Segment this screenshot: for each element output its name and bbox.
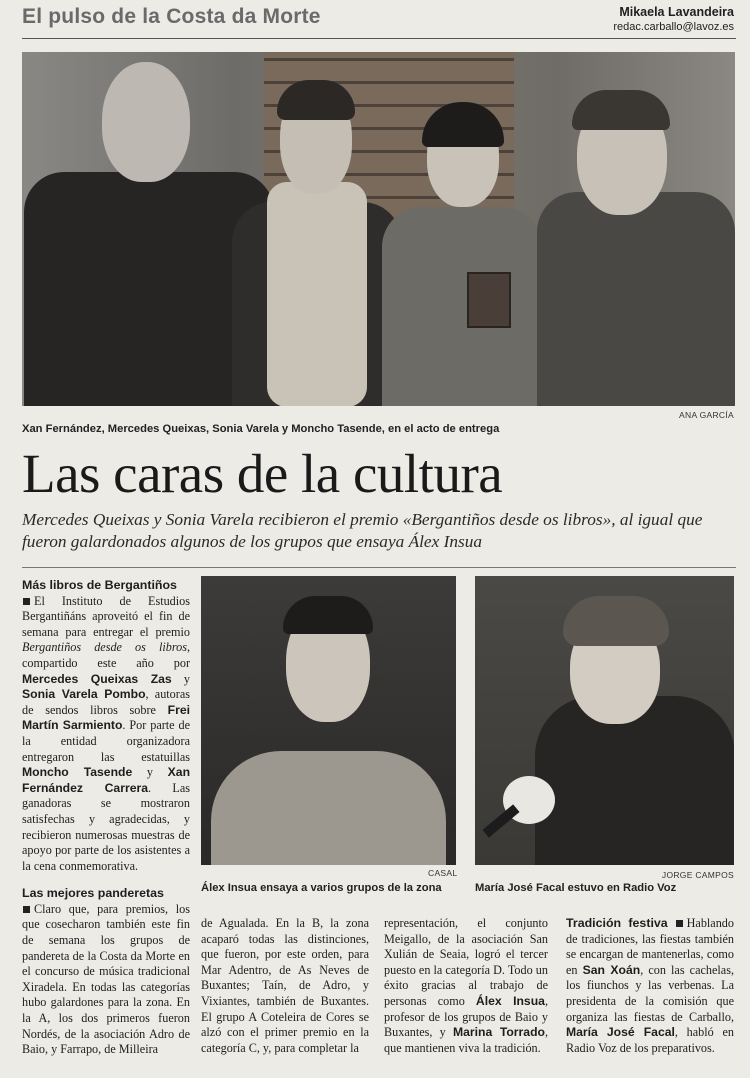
author-name: Mikaela Lavandeira — [619, 5, 734, 19]
headline: Las caras de la cultura — [22, 443, 503, 504]
paragraph-libros: El Instituto de Estudios Bergantiñáns aproveitó el fin de semana para entregar el premio Bergantiños desde os libros, compartido este año por Mercedes Queixas Zas y Sonia Varela Pombo, autoras de sendos libros sobre Frei Martín Sarmiento. Por parte de la entidad organizadora entregaron las estatuillas Moncho Tasende y Xan Fernández Carrera. Las ganadoras se mostraron satisfechas y agradecidas, y recibieron numerosas muestras de apoyo por parte de los asistentes a la cena conmemorativa. — [22, 593, 191, 873]
maria-photo-credit: JORGE CAMPOS — [661, 870, 734, 880]
subhead-libros: Más libros de Bergantiños — [22, 578, 177, 592]
paragraph-representacion: representación, el conjunto Meigallo, de la asociación San Xulián de Seaia, logró el tercer puesto en la categoría D. Todo un éxito gracias al trabajo de personas como Álex Insua, profesor de los grupos de Baio y Buxantes, y Marina Torrado, que mantienen viva la tradición. — [384, 916, 549, 1055]
main-photo-caption: Xan Fernández, Mercedes Queixas, Sonia Varela y Moncho Tasende, en el acto de entrega — [22, 423, 500, 435]
author-email: redac.carballo@lavoz.es — [613, 21, 734, 33]
deck-rule — [22, 567, 736, 568]
alex-photo-credit: CASAL — [428, 868, 458, 878]
main-photo — [22, 52, 735, 406]
paragraph-panderetas: Claro que, para premios, los que cosecharon también este fin de semana los grupos de pandereta de la Costa da Morte en el concurso de música tradicional Xiradela. En todas las categorías hubo galardones para la zona. En la A, los dos primeros fueron Nordés, de la asociación Adro de Baio, y Farrapo, de Milleira — [22, 901, 190, 1057]
subhead-panderetas: Las mejores panderetas — [22, 886, 164, 901]
column-3 — [384, 916, 548, 1056]
paragraph-square-icon — [23, 906, 30, 913]
column-2 — [201, 916, 369, 1056]
paragraph-agualada: de Agualada. En la B, la zona acaparó todas las distinciones, que fueron, por este orden, para Mar Adentro, de As Neves de Buxantes; Taín, de Adro, y Vixiantes, también de Buxantes. El grupo A Coteleira de Cores se alzó con el primer premio en la categoría C, y, para completar la — [201, 916, 369, 1055]
column-4 — [566, 916, 734, 1056]
photo-alex-insua — [201, 576, 456, 865]
header-rule — [22, 38, 736, 39]
maria-photo-caption: María José Facal estuvo en Radio Voz — [475, 882, 677, 894]
paragraph-square-icon — [676, 920, 683, 927]
photo-maria-jose-facal — [475, 576, 734, 865]
column-1 — [22, 578, 190, 1058]
section-title: El pulso de la Costa da Morte — [22, 5, 321, 28]
main-photo-credit: ANA GARCÍA — [679, 410, 734, 420]
alex-photo-caption: Álex Insua ensaya a varios grupos de la zona — [201, 882, 442, 894]
deck: Mercedes Queixas y Sonia Varela recibieron el premio «Bergantiños desde os libros», al igual que fueron galardonados algunos de los grupos que ensaya Álex Insua — [22, 510, 703, 551]
paragraph-square-icon — [23, 598, 30, 605]
paragraph-tradicion: Tradición festiva Hablando de tradiciones, las fiestas también se encargan de mantenerlas, como en San Xoán, con las cachelas, los fiunchos y las verbenas. La presidenta de la comisión que organiza las fiestas de Carballo, María José Facal, habló en Radio Voz de los preparativos. — [566, 916, 734, 1055]
byline — [613, 5, 734, 33]
